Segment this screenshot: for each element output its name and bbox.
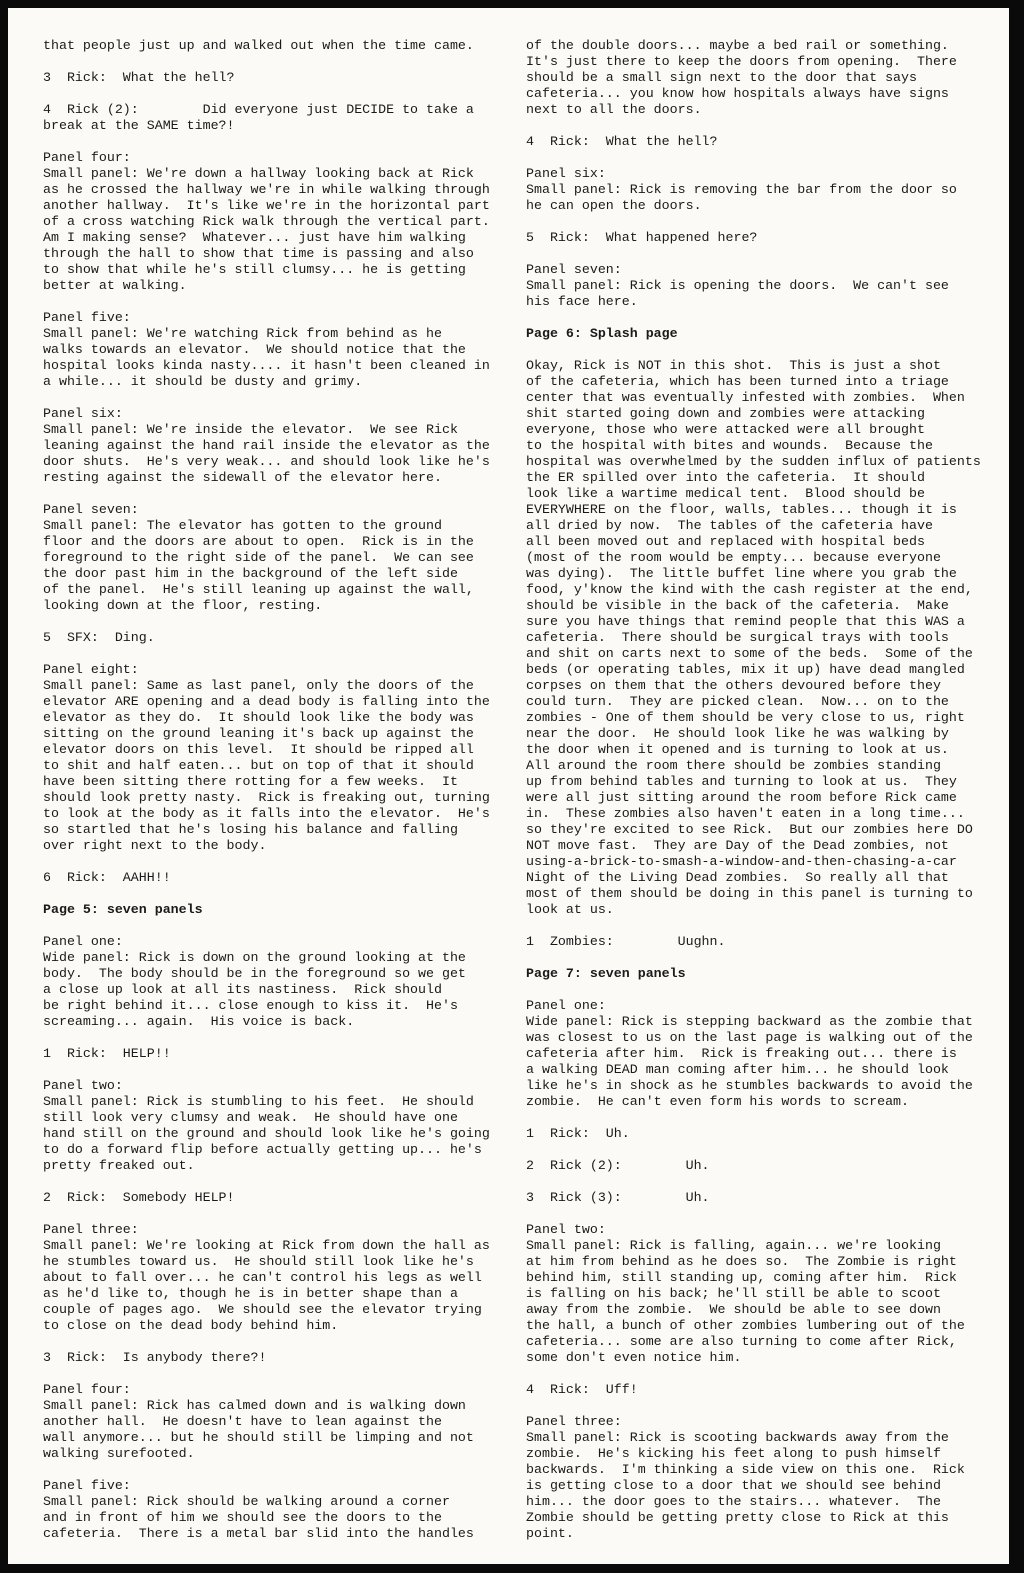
right-paragraph: Panel six: Small panel: Rick is removing the bar from the door so he can open the doors. (526, 166, 957, 213)
left-page-heading: Page 5: seven panels (43, 902, 203, 917)
right-page-heading: Page 6: Splash page (526, 326, 678, 341)
left-paragraph: 3 Rick: Is anybody there?! (43, 1350, 267, 1365)
left-paragraph: 4 Rick (2): Did everyone just DECIDE to take a break at the SAME time?! (43, 102, 474, 133)
right-paragraph: 1 Rick: Uh. (526, 1126, 630, 1141)
right-paragraph: 3 Rick (3): Uh. (526, 1190, 710, 1205)
left-paragraph: Panel eight: Small panel: Same as last panel, only the doors of the elevator ARE opening and a dead body is falling into the elevator as they do. It should look like the body was sitting on the ground leaning it's back up against the elevator doors on this level. It should be ripped all to shit and half eaten... but on top of that it should have been sitting there rotting for a few weeks. It should look pretty nasty. Rick is freaking out, turning to look at the body as it falls into the elevator. He's so startled that he's losing his balance and falling over right next to the body. (43, 662, 490, 853)
right-paragraph: 4 Rick: What the hell? (526, 134, 718, 149)
right-column (526, 38, 996, 1558)
right-page-heading: Page 7: seven panels (526, 966, 686, 981)
left-column (43, 38, 513, 1558)
left-paragraph: Panel seven: Small panel: The elevator has gotten to the ground floor and the doors are about to open. Rick is in the foreground to the right side of the panel. We can see the door past him in the background of the left side of the panel. He's still leaning up against the wall, looking down at the floor, resting. (43, 502, 474, 613)
right-paragraph: Panel seven: Small panel: Rick is opening the doors. We can't see his face here. (526, 262, 949, 309)
right-paragraph: of the double doors... maybe a bed rail or something. It's just there to keep the doors from opening. There should be a small sign next to the door that says cafeteria... you know how hospitals always have signs next to all the doors. (526, 38, 957, 117)
right-paragraph: 2 Rick (2): Uh. (526, 1158, 710, 1173)
left-paragraph: Panel five: Small panel: We're watching Rick from behind as he walks towards an elevator. We should notice that the hospital looks kinda nasty.... it hasn't been cleaned in a while... it should be dusty and grimy. (43, 310, 490, 389)
left-paragraph: Panel three: Small panel: We're looking at Rick from down the hall as he stumbles toward us. He should still look like he's about to fall over... he can't control his legs as well as he'd like to, though he is in better shape than a couple of pages ago. We should see the elevator trying to close on the dead body behind him. (43, 1222, 490, 1333)
right-paragraph: 5 Rick: What happened here? (526, 230, 758, 245)
right-paragraph: Okay, Rick is NOT in this shot. This is just a shot of the cafeteria, which has been turned into a triage center that was eventually infested with zombies. When shit started going down and zombies were attacking everyone, those who were attacked were all brought to the hospital with bites and wounds. Because the hospital was overwhelmed by the sudden influx of patients the ER spilled over into the cafeteria. It should look like a wartime medical tent. Blood should be EVERYWHERE on the floor, walls, tables... though it is all dried by now. The tables of the cafeteria have all been moved out and replaced with hospital beds (most of the room would be empty... because everyone was dying). The little buffet line where you grab the food, y'know the kind with the cash register at the end, should be visible in the back of the cafeteria. Make sure you have things that remind people that this WAS a cafeteria. There should be surgical trays with tools and shit on carts next to some of the beds. Some of the beds (or operating tables, mix it up) have dead mangled corpses on them that the others devoured before they could turn. They are picked clean. Now... on to the zombies - One of them should be very close to us, right near the door. He should look like he was walking by the door when it opened and is turning to look at us. All around the room there should be zombies standing up from behind tables and turning to look at us. They were all just sitting around the room before Rick came in. These zombies also haven't eaten in a long time... so they're excited to see Rick. But our zombies here DO NOT move fast. They are Day of the Dead zombies, not using-a-brick-to-smash-a-window-and-then-chasing-a-car Night of the Living Dead zombies. So really all that most of them should be doing in this panel is turning to look at us. (526, 358, 981, 917)
right-paragraph: Panel one: Wide panel: Rick is stepping backward as the zombie that was closest to us on the last page is walking out of the cafeteria after him. Rick is freaking out... there is a walking DEAD man coming after him... he should look like he's in shock as he stumbles backwards to avoid the zombie. He can't even form his words to scream. (526, 998, 973, 1109)
left-paragraph: that people just up and walked out when the time came. (43, 38, 474, 53)
left-paragraph: 5 SFX: Ding. (43, 630, 155, 645)
left-paragraph: Panel five: Small panel: Rick should be walking around a corner and in front of him we should see the doors to the cafeteria. There is a metal bar slid into the handles (43, 1478, 474, 1541)
right-paragraph: 4 Rick: Uff! (526, 1382, 638, 1397)
right-paragraph: Panel two: Small panel: Rick is falling, again... we're looking at him from behind as he does so. The Zombie is right behind him, still standing up, coming after him. Rick is falling on his back; he'll still be able to scoot away from the zombie. We should be able to see down the hall, a bunch of other zombies lumbering out of the cafeteria... some are also turning to come after Rick, some don't even notice him. (526, 1222, 965, 1365)
script-page (8, 8, 1009, 1564)
left-paragraph: Panel one: Wide panel: Rick is down on the ground looking at the body. The body should be in the foreground so we get a close up look at all its nastiness. Rick should be right behind it... close enough to kiss it. He's screaming... again. His voice is back. (43, 934, 466, 1029)
left-paragraph: 1 Rick: HELP!! (43, 1046, 171, 1061)
left-paragraph: Panel six: Small panel: We're inside the elevator. We see Rick leaning against the hand rail inside the elevator as the door shuts. He's very weak... and should look like he's resting against the sidewall of the elevator here. (43, 406, 490, 485)
left-paragraph: Panel four: Small panel: We're down a hallway looking back at Rick as he crossed the hallway we're in while walking through another hallway. It's like we're in the horizontal part of a cross watching Rick walk through the vertical part. Am I making sense? Whatever... just have him walking through the hall to show that time is passing and also to show that while he's still clumsy... he is getting better at walking. (43, 150, 490, 293)
left-paragraph: 3 Rick: What the hell? (43, 70, 235, 85)
left-paragraph: 6 Rick: AAHH!! (43, 870, 171, 885)
left-paragraph: 2 Rick: Somebody HELP! (43, 1190, 235, 1205)
left-paragraph: Panel two: Small panel: Rick is stumbling to his feet. He should still look very clumsy and weak. He should have one hand still on the ground and should look like he's going to do a forward flip before actually getting up... he's pretty freaked out. (43, 1078, 490, 1173)
right-paragraph: 1 Zombies: Uughn. (526, 934, 726, 949)
left-paragraph: Panel four: Small panel: Rick has calmed down and is walking down another hall. He doesn't have to lean against the wall anymore... but he should still be limping and not walking surefooted. (43, 1382, 474, 1461)
right-paragraph: Panel three: Small panel: Rick is scooting backwards away from the zombie. He's kicking his feet along to push himself backwards. I'm thinking a side view on this one. Rick is getting close to a door that we should see behind him... the door goes to the stairs... whatever. The Zombie should be getting pretty close to Rick at this point. (526, 1414, 965, 1541)
